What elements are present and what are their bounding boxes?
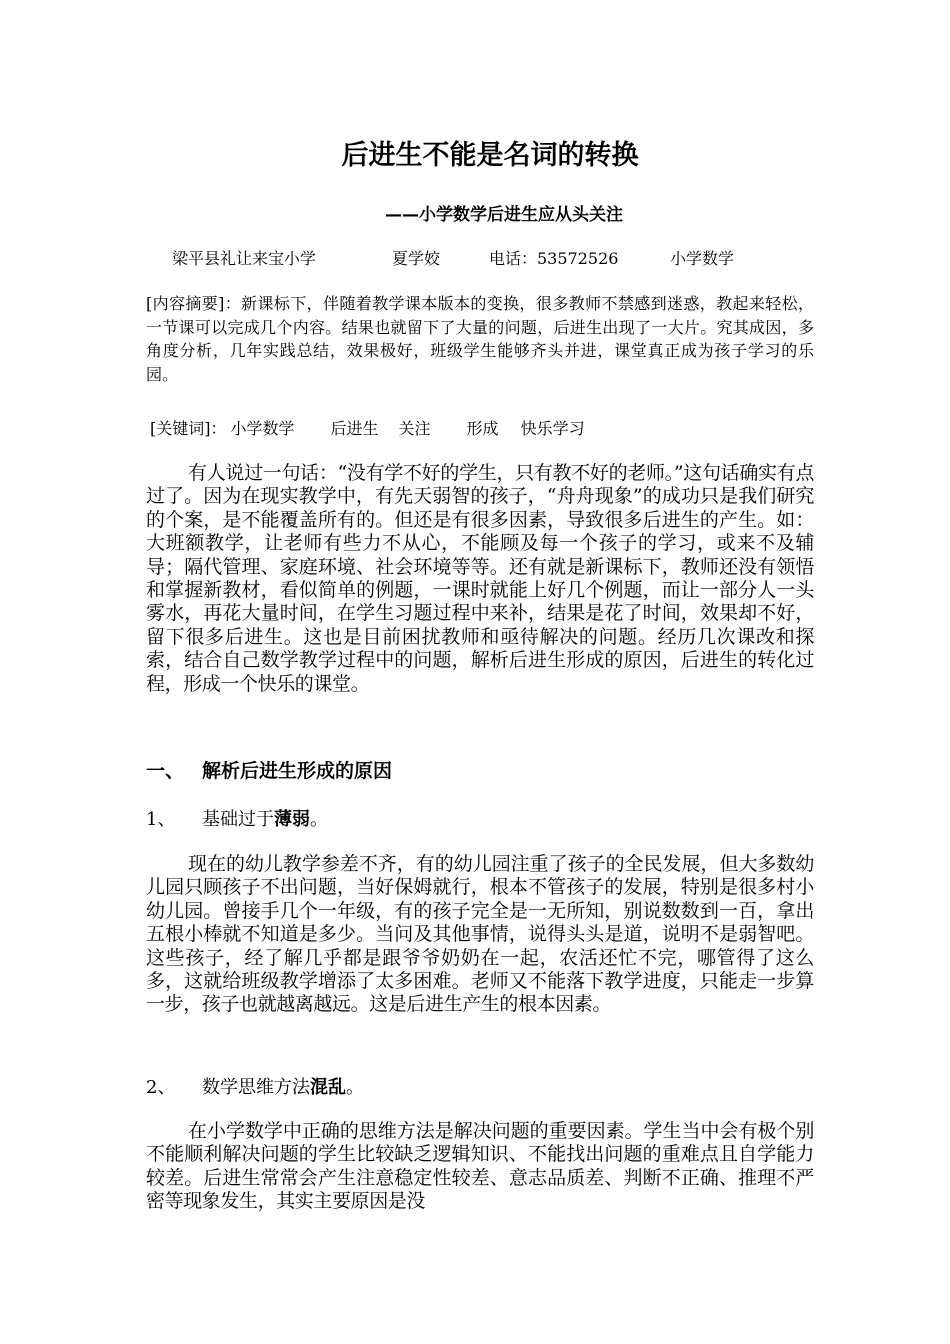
keyword: 快乐学习 [520,419,585,438]
subsection-emphasis: 薄弱 [274,809,310,830]
page-title: 后进生不能是名词的转换 [341,140,639,171]
intro-paragraph: 有人说过一句话：“没有学不好的学生，只有教不好的老师。”这句话确实有点过了。因为在现实教学中，有先天弱智的孩子，“舟舟现象”的成功只是我们研究的个案，是不能覆盖所有的。但还是有很多因素，导致很多后进生的产生。如：大班额教学，让老师有些力不从心，不能顾及每一个孩子的学习，或来不及辅导；隔代管理、家庭环境、社会环境等等。还有就是新课标下，教师还没有领悟和掌握新教材，看似简单的例题，一课时就能上好几个例题，而让一部分人一头雾水，再花大量时间，在学生习题过程中来补，结果是花了时间，效果却不好，留下很多后进生。这也是目前困扰教师和亟待解决的问题。经历几次课改和探索，结合自己数学教学过程中的问题，解析后进生形成的原因，后进生的转化过程，形成一个快乐的课堂。 [146,462,814,695]
section-title: 解析后进生形成的原因 [202,760,393,782]
keyword: 关注 [398,419,431,438]
subsection-end: 。 [310,809,328,830]
subsection-heading [146,1073,364,1099]
subsection-emphasis: 混乱 [310,1077,346,1098]
keywords-label: [关键词]： [150,419,227,438]
phone-number: 电话：53572526 [489,249,619,268]
keyword: 后进生 [330,419,379,438]
subsection-heading [146,805,328,831]
body-paragraph: 在小学数学中正确的思维方法是解决问题的重要因素。学生当中会有极个别不能顺利解决问题的学生比较缺乏逻辑知识、不能找出问题的重难点且自学能力较差。后进生常常会产生注意稳定性较差、意志品质差、判断不正确、推理不严密等现象发生，其实主要原因是没 [146,1120,814,1213]
abstract: [内容摘要]：新课标下，伴随着教学课本版本的变换，很多教师不禁感到迷惑，教起来轻松，一节课可以完成几个内容。结果也就留下了大量的问题，后进生出现了一大片。究其成因，多角度分析，几年实践总结，效果极好，班级学生能够齐头并进，课堂真正成为孩子学习的乐园。 [146,294,814,384]
subject-label: 小学数学 [670,249,735,268]
keyword: 小学数学 [230,419,295,438]
subsection-text: 数学思维方法 [202,1077,310,1098]
section-number: 一、 [146,760,185,782]
subsection-number: 1、 [146,809,176,830]
school-name: 梁平县礼让来宝小学 [172,249,317,268]
subsection-text: 基础过于 [202,809,274,830]
author-name: 夏学姣 [392,249,441,268]
page-subtitle: ——小学数学后进生应从头关注 [385,205,623,225]
keywords [150,416,621,439]
body-paragraph: 现在的幼儿教学参差不齐，有的幼儿园注重了孩子的全民发展，但大多数幼儿园只顾孩子不出问题，当好保姆就行，根本不管孩子的发展，特别是很多村小幼儿园。曾接手几个一年级，有的孩子完全是一无所知，别说数数到一百，拿出五根小棒就不知道是多少。当问及其他事情，说得头头是道，说明不是弱智吧。这些孩子，经了解几乎都是跟爷爷奶奶在一起，农活还忙不完，哪管得了这么多，这就给班级教学增添了太多困难。老师又不能落下教学进度，只能走一步算一步，孩子也就越离越远。这是后进生产生的根本因素。 [146,853,814,1016]
subsection-end: 。 [346,1077,364,1098]
section-heading [146,756,392,783]
subsection-number: 2、 [146,1077,176,1098]
keyword: 形成 [466,419,499,438]
